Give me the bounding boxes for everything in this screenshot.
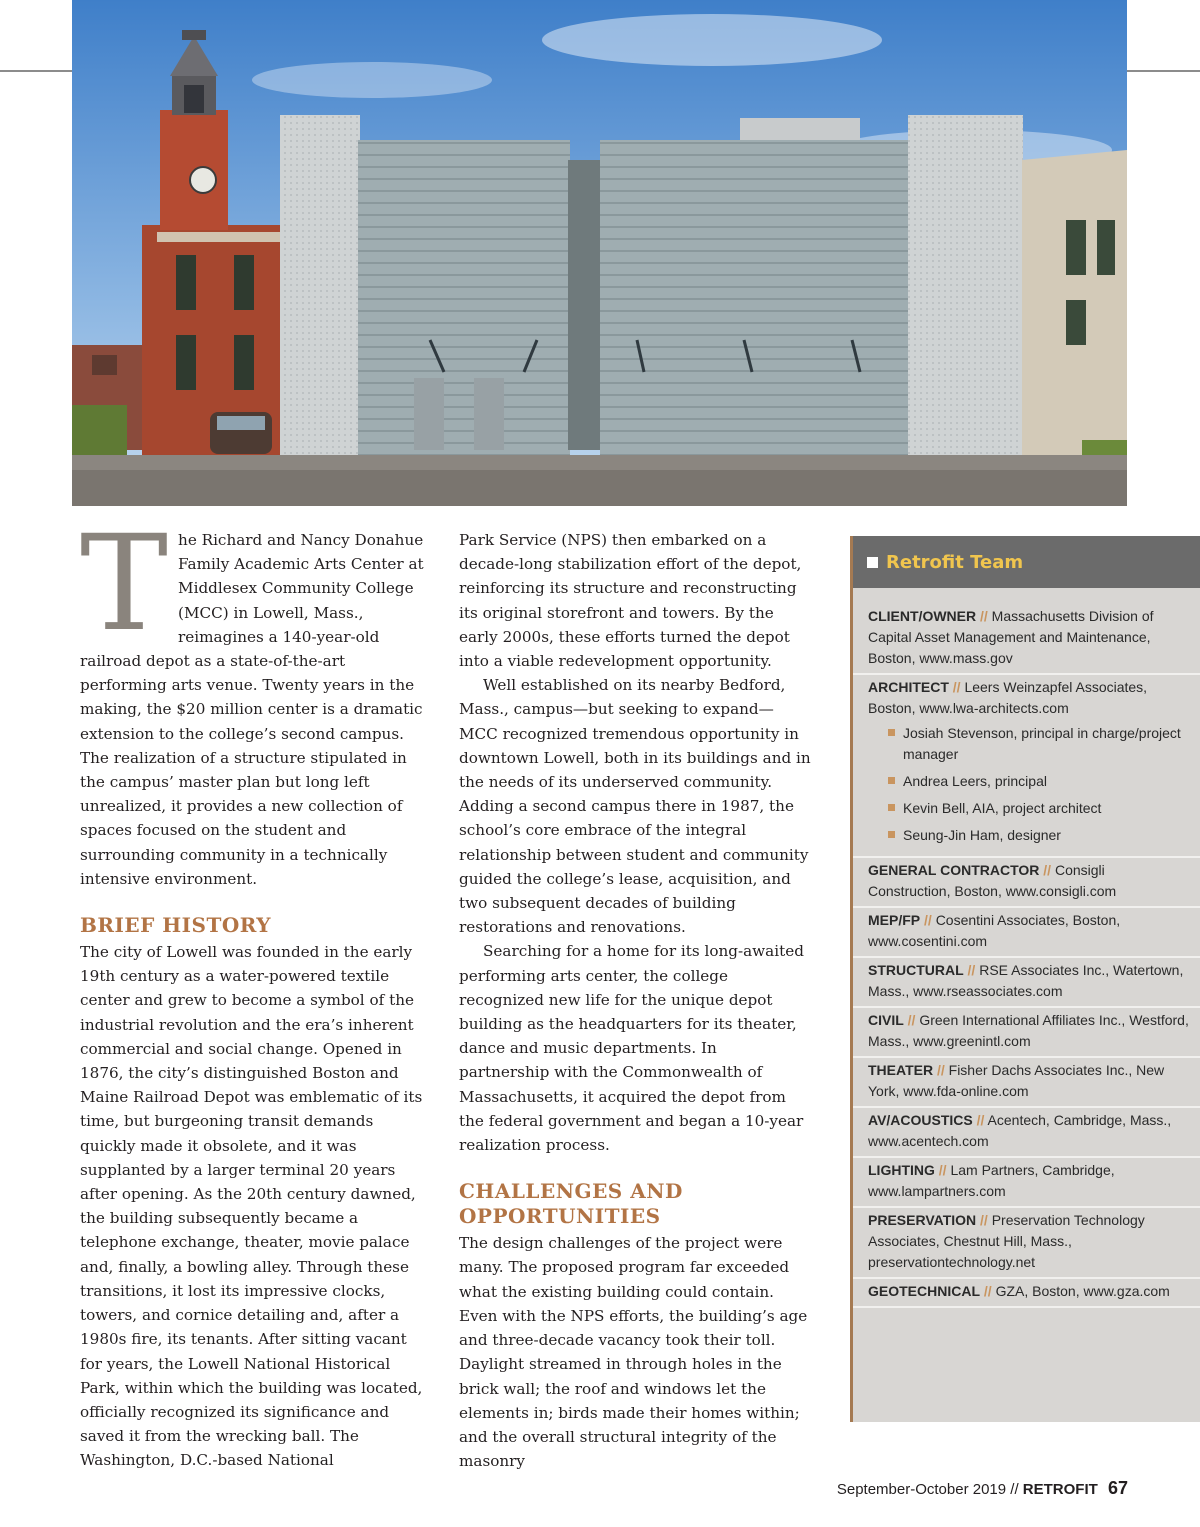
separator: // <box>1043 862 1052 878</box>
person-name: Seung-Jin Ham, designer <box>903 827 1061 843</box>
heading-challenges: CHALLENGES AND OPPORTUNITIES <box>459 1179 683 1229</box>
team-member: Green International Affiliates Inc., Westford, Mass., www.greenintl.com <box>868 1012 1189 1049</box>
team-role: THEATER <box>868 1062 934 1078</box>
article-column-1 <box>80 507 425 1473</box>
header-rule-left <box>0 70 72 72</box>
intro-paragraph: he Richard and Nancy Donahue Family Academic Arts Center at Middlesex Community College (MCC) in Lowell, Mass., reimagines a 140-year-old railroad depot as a state-of-the-art performing arts venue. Twenty years in the making, the $20 million center is a dramatic extension to the college’s second campus. The realization of a structure stipulated in the campus’ master plan but long left unrealized, it provides a new collection of spaces focused on the student and surrounding community in a technically intensive environment. <box>80 531 424 888</box>
separator: // <box>983 1283 992 1299</box>
retrofit-team-sidebar <box>850 536 1200 1422</box>
drop-cap: T <box>80 507 169 661</box>
team-member: Preservation Technology Associates, Chestnut Hill, Mass., preservationtechnology.net <box>868 1212 1145 1270</box>
square-bullet-icon <box>888 777 895 784</box>
architect-people-list <box>868 723 1190 846</box>
separator: // <box>967 962 976 978</box>
list-item <box>888 723 1190 765</box>
team-role: AV/ACOUSTICS <box>868 1112 973 1128</box>
team-entry-structural <box>853 958 1200 1008</box>
team-role: STRUCTURAL <box>868 962 964 978</box>
team-entry-theater <box>853 1058 1200 1108</box>
team-entry-architect <box>853 675 1200 858</box>
list-item <box>888 825 1190 846</box>
square-bullet-icon <box>888 831 895 838</box>
team-entry-mep-fp <box>853 908 1200 958</box>
team-member: Cosentini Associates, Boston, www.cosentini.com <box>868 912 1121 949</box>
separator: // <box>952 679 961 695</box>
separator: // <box>936 1062 945 1078</box>
team-member: Massachusetts Division of Capital Asset Management and Maintenance, Boston, www.mass.gov <box>868 608 1154 666</box>
paragraph-challenges: The design challenges of the project were many. The proposed program far exceeded what the existing building could contain. Even with the NPS efforts, the building’s age and three-decade vacancy took their toll. Daylight streamed in through holes in the brick wall; the roof and windows let the elements in; birds made their homes within; and the overall structural integrity of the masonry <box>459 1234 808 1471</box>
team-member: GZA, Boston, www.gza.com <box>995 1283 1170 1299</box>
header-rule-right <box>1127 70 1200 72</box>
square-bullet-icon <box>888 729 895 736</box>
team-role: MEP/FP <box>868 912 921 928</box>
team-role: ARCHITECT <box>868 679 949 695</box>
team-member: Acentech, Cambridge, Mass., www.acentech.com <box>868 1112 1172 1149</box>
team-role: CIVIL <box>868 1012 904 1028</box>
team-role: CLIENT/OWNER <box>868 608 977 624</box>
building-photo <box>72 0 1127 506</box>
paragraph-mcc: Well established on its nearby Bedford, Mass., campus—but seeking to expand—MCC recognized tremendous opportunity in downtown Lowell, both in its buildings and in the needs of its underserved community. Adding a second campus there in 1987, the school’s core embrace of the integral relationship between student and community guided the college’s lease, acquisition, and two subsequent decades of building restorations and renovations. <box>459 676 811 937</box>
team-role: GEOTECHNICAL <box>868 1283 980 1299</box>
page-number: 67 <box>1107 1478 1128 1498</box>
separator: // <box>924 912 932 928</box>
sidebar-title: Retrofit Team <box>886 551 1024 573</box>
separator: // <box>980 1212 988 1228</box>
square-bullet-icon <box>867 557 878 568</box>
page-footer <box>837 1478 1128 1499</box>
article-column-2 <box>459 528 811 1473</box>
square-bullet-icon <box>888 804 895 811</box>
heading-brief-history: BRIEF HISTORY <box>80 913 272 938</box>
magazine-name: RETROFIT <box>1022 1481 1098 1498</box>
team-member: Consigli Construction, Boston, www.consigli.com <box>868 862 1117 899</box>
team-member: Leers Weinzapfel Associates, Boston, www.lwa-architects.com <box>868 679 1148 716</box>
person-name: Andrea Leers, principal <box>903 773 1047 789</box>
history-paragraph: The city of Lowell was founded in the early 19th century as a water-powered textile center and grew to become a symbol of the industrial revolution and the era’s inherent commercial and social change. Opened in 1876, the city’s distinguished Boston and Maine Railroad Depot was emblematic of its time, but burgeoning transit demands quickly made it obsolete, and it was supplanted by a larger terminal 20 years after opening. As the 20th century dawned, the building subsequently became a telephone exchange, theater, movie palace and, finally, a bowling alley. Through these transitions, it lost its impressive clocks, towers, and cornice detailing and, after a 1980s fire, its tenants. After sitting vacant for years, the Lowell National Historical Park, within which the building was located, officially recognized its significance and saved it from the wrecking ball. The Washington, D.C.-based National <box>80 943 423 1470</box>
issue-date: September-October 2019 <box>836 1481 1007 1498</box>
footer-separator: // <box>1010 1481 1019 1498</box>
team-role: GENERAL CONTRACTOR <box>868 862 1040 878</box>
list-item <box>888 798 1190 819</box>
list-item <box>888 771 1190 792</box>
team-entry-geotechnical <box>853 1279 1200 1308</box>
team-member: Fisher Dachs Associates Inc., New York, www.fda-online.com <box>868 1062 1165 1099</box>
sidebar-body <box>853 588 1200 1308</box>
paragraph-nps: Park Service (NPS) then embarked on a decade-long stabilization effort of the depot, reinforcing its structure and reconstructing its original storefront and towers. By the early 2000s, these efforts turned the depot into a viable redevelopment opportunity. <box>459 531 802 671</box>
person-name: Josiah Stevenson, principal in charge/project manager <box>903 725 1181 762</box>
sidebar-header <box>853 536 1200 588</box>
team-entry-av-acoustics <box>853 1108 1200 1158</box>
team-entry-client-owner <box>853 604 1200 675</box>
separator: // <box>976 1112 985 1128</box>
team-entry-general-contractor <box>853 858 1200 908</box>
separator: // <box>907 1012 916 1028</box>
separator: // <box>938 1162 947 1178</box>
paragraph-search: Searching for a home for its long-awaited performing arts center, the college recognized new life for the unique depot building as the headquarters for its theater, dance and music departments. In partnership with the Commonwealth of Massachusetts, it acquired the depot from the federal government and began a 10-year realization process. <box>459 942 804 1155</box>
team-member: Lam Partners, Cambridge, www.lampartners.com <box>868 1162 1115 1199</box>
separator: // <box>980 608 988 624</box>
team-member: RSE Associates Inc., Watertown, Mass., www.rseassociates.com <box>868 962 1184 999</box>
team-entry-lighting <box>853 1158 1200 1208</box>
person-name: Kevin Bell, AIA, project architect <box>903 800 1102 816</box>
team-entry-civil <box>853 1008 1200 1058</box>
team-role: LIGHTING <box>868 1162 935 1178</box>
team-entry-preservation <box>853 1208 1200 1279</box>
team-role: PRESERVATION <box>868 1212 977 1228</box>
